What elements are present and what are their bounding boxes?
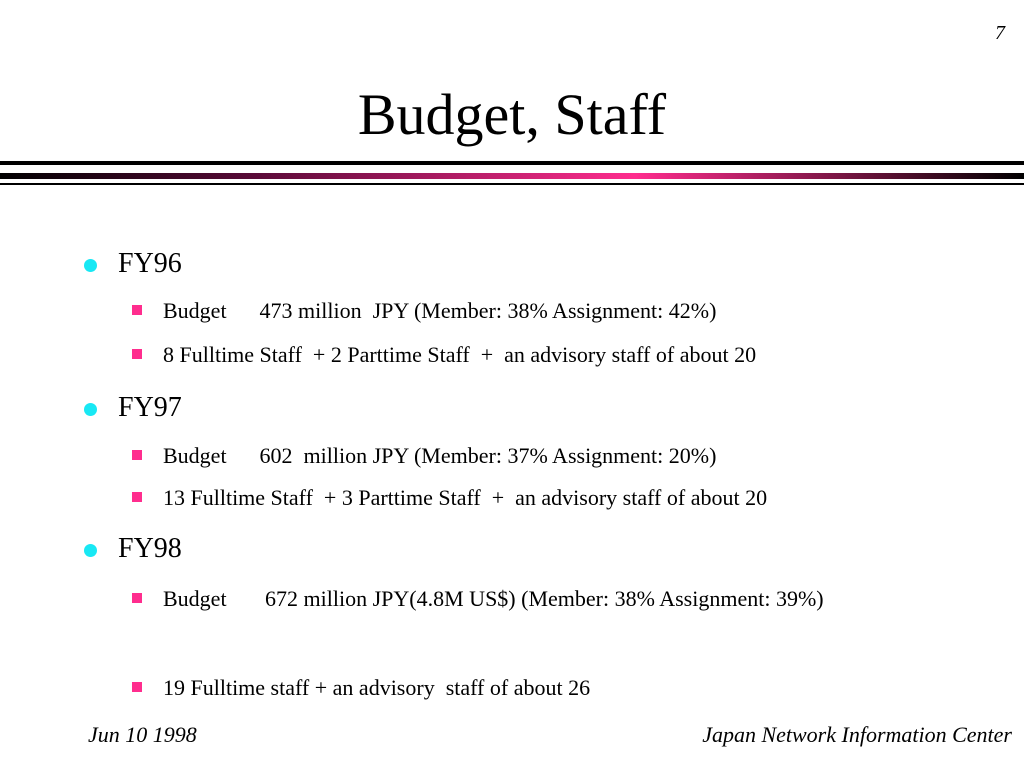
list-item xyxy=(132,578,952,620)
list-item xyxy=(132,667,952,709)
list-item xyxy=(132,435,952,477)
slide-title: Budget, Staff xyxy=(357,82,667,147)
item-text: Budget 672 million JPY(4.8M US$) (Member: 38% Assignment: 39%) xyxy=(163,586,824,611)
title-rule-bottom xyxy=(0,183,1024,185)
square-bullet-icon xyxy=(132,305,142,315)
square-bullet-icon xyxy=(132,349,142,359)
square-bullet-icon xyxy=(132,492,142,502)
list-item xyxy=(132,477,952,519)
section-heading: FY97 xyxy=(118,392,182,423)
circle-bullet-icon xyxy=(84,403,97,416)
section-heading: FY96 xyxy=(118,248,182,279)
list-item xyxy=(132,334,952,376)
item-text: 13 Fulltime Staff + 3 Parttime Staff + an advisory staff of about 20 xyxy=(163,485,768,510)
square-bullet-icon xyxy=(132,593,142,603)
square-bullet-icon xyxy=(132,682,142,692)
item-text: 8 Fulltime Staff + 2 Parttime Staff + an advisory staff of about 20 xyxy=(163,342,757,367)
item-text: Budget 602 million JPY (Member: 37% Assignment: 20%) xyxy=(163,443,717,468)
list-item xyxy=(132,290,952,332)
item-text: 19 Fulltime staff + an advisory staff of about 26 xyxy=(163,675,591,700)
section-heading: FY98 xyxy=(118,533,182,564)
title-rule-accent xyxy=(0,173,1024,179)
footer-organization: Japan Network Information Center xyxy=(702,722,1012,747)
footer-date: Jun 10 1998 xyxy=(88,722,197,747)
circle-bullet-icon xyxy=(84,259,97,272)
circle-bullet-icon xyxy=(84,544,97,557)
item-text: Budget 473 million JPY (Member: 38% Assignment: 42%) xyxy=(163,298,717,323)
title-rule-top xyxy=(0,161,1024,165)
square-bullet-icon xyxy=(132,450,142,460)
page-number: 7 xyxy=(995,22,1005,44)
